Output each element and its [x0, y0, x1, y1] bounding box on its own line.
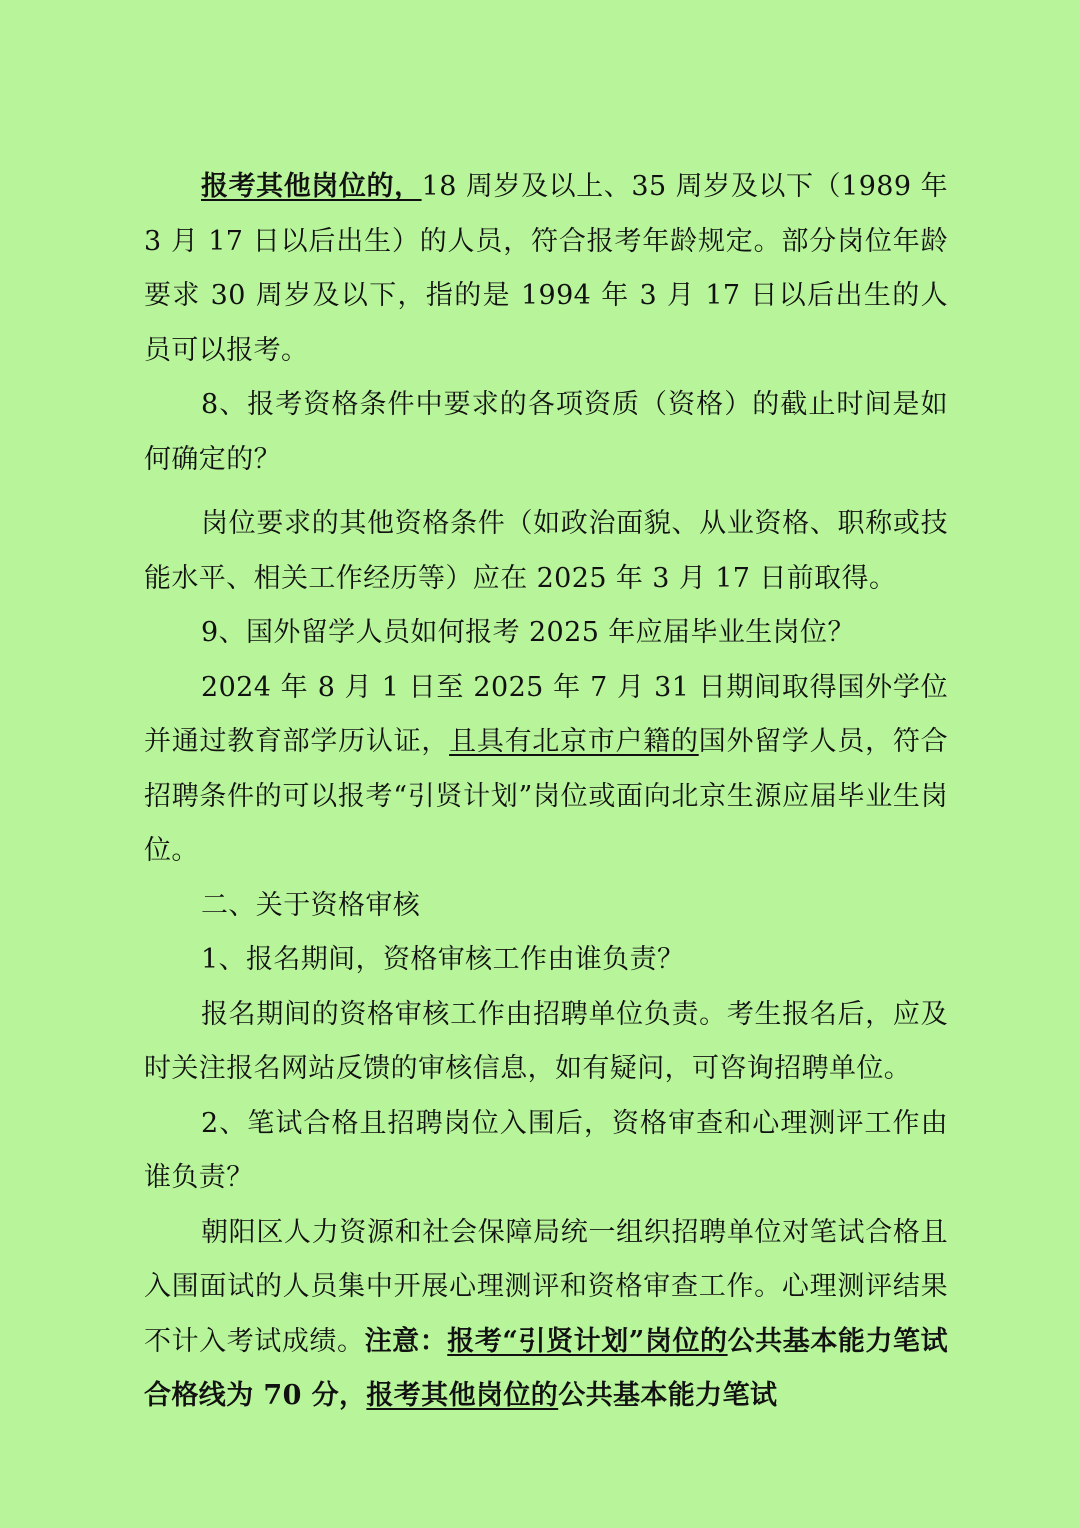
section2-answer-2 — [144, 1206, 948, 1424]
question-8: 8、报考资格条件中要求的各项资质（资格）的截止时间是如何确定的？ — [144, 389, 948, 475]
note-end: 公共基本能力笔试 — [558, 1380, 778, 1411]
section2-question-1: 1、报名期间，资格审核工作由谁负责？ — [201, 944, 685, 975]
section2-answer-2-part1: 朝阳区人力资源和社会保障局统一组织招聘单位对笔试合格且入围面试的人员集中开展心理测评和资格审查工作。心理测评结果不计入考试成绩。 — [144, 1216, 948, 1357]
note-underlined-2: 报考其他岗位的 — [366, 1380, 559, 1411]
section2-question-2: 2、笔试合格且招聘岗位入围后，资格审查和心理测评工作由谁负责？ — [144, 1107, 948, 1193]
answer-8: 岗位要求的其他资格条件（如政治面貌、从业资格、职称或技能水平、相关工作经历等）应在 2025 年 3 月 17 日前取得。 — [144, 508, 948, 594]
section-heading-qualification-review: 二、关于资格审核 — [201, 889, 421, 921]
paragraph-age-requirement — [144, 160, 948, 378]
note-underlined-1: 报考“引贤计划”岗位的 — [447, 1325, 728, 1357]
document-body — [144, 160, 948, 1424]
question-9: 9、国外留学人员如何报考 2025 年应届毕业生岗位？ — [201, 617, 855, 648]
age-requirement-text: 18 周岁及以上、35 周岁及以下（1989 年 3 月 17 日以后出生）的人员，符合报考年龄规定。部分岗位年龄要求 30 周岁及以下，指的是 1994 年 3 月 17 日以后出生的人员可以报考。 — [144, 171, 949, 366]
answer-9 — [144, 661, 948, 879]
answer-9-underlined: 且具有北京市户籍的 — [449, 726, 699, 757]
answer-9-part1: 2024 年 8 月 1 日至 2025 年 7 月 31 日期间取得国外学位并通过教育部学历认证， — [144, 671, 948, 757]
bold-lead-other-positions: 报考其他岗位的， — [201, 171, 422, 202]
note-label: 注意： — [364, 1325, 448, 1357]
note-middle: 公共基本能力笔试合格线为 70 分， — [144, 1325, 948, 1411]
answer-9-part2: 国外留学人员，符合招聘条件的可以报考“引贤计划”岗位或面向北京生源应届毕业生岗位。 — [144, 726, 948, 866]
section2-answer-1: 报名期间的资格审核工作由招聘单位负责。考生报名后，应及时关注报名网站反馈的审核信息，如有疑问，可咨询招聘单位。 — [144, 998, 948, 1084]
